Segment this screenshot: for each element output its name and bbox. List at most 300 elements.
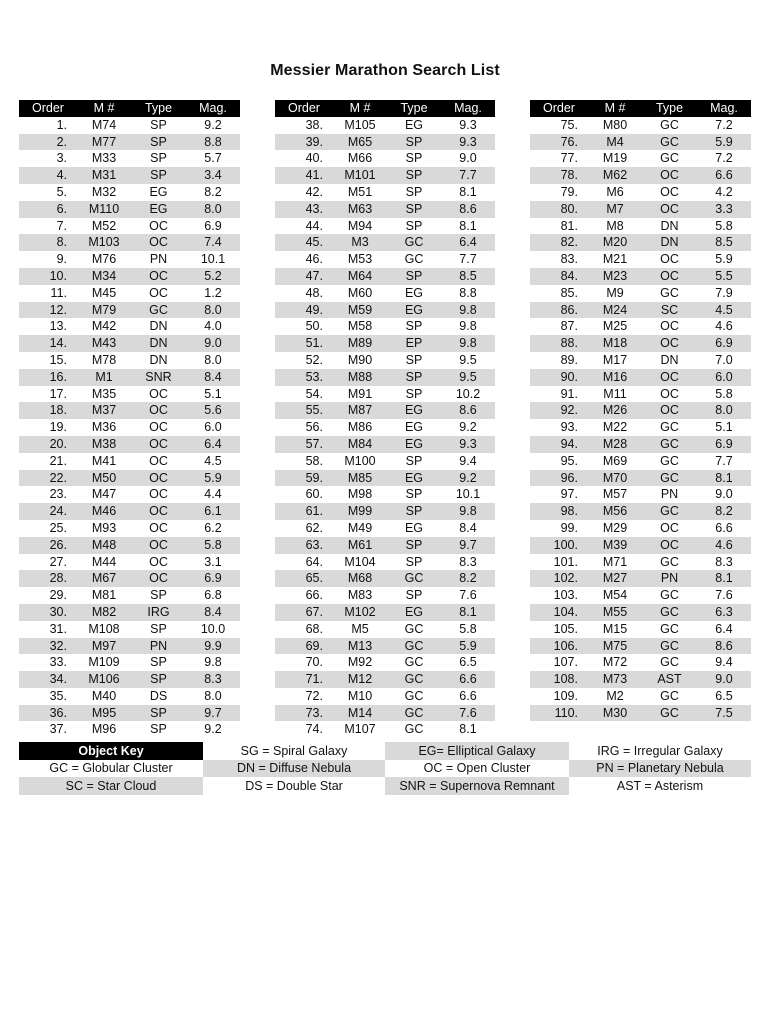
cell-magnitude: 8.5 — [697, 234, 751, 251]
cell-order: 23. — [19, 486, 77, 503]
table-row — [530, 587, 751, 604]
cell-magnitude: 6.5 — [441, 654, 495, 671]
table-row — [530, 470, 751, 487]
cell-magnitude: 6.2 — [186, 520, 240, 537]
cell-type: SNR — [131, 369, 186, 386]
cell-magnitude: 6.3 — [697, 604, 751, 621]
cell-type: DN — [131, 335, 186, 352]
table-row — [275, 369, 495, 386]
cell-magnitude: 8.0 — [697, 402, 751, 419]
table-row — [19, 134, 240, 151]
table-row — [275, 285, 495, 302]
object-key-table — [19, 742, 751, 795]
cell-magnitude: 8.3 — [186, 671, 240, 688]
table-row — [275, 570, 495, 587]
cell-order: 105. — [530, 621, 588, 638]
cell-order: 28. — [19, 570, 77, 587]
table-row — [275, 251, 495, 268]
column-header-type: Type — [131, 100, 186, 117]
cell-m-number: M39 — [588, 537, 642, 554]
cell-order: 95. — [530, 453, 588, 470]
cell-magnitude: 4.6 — [697, 537, 751, 554]
cell-magnitude: 4.2 — [697, 184, 751, 201]
cell-type: GC — [387, 688, 441, 705]
cell-order: 46. — [275, 251, 333, 268]
cell-order: 63. — [275, 537, 333, 554]
cell-order: 8. — [19, 234, 77, 251]
cell-type: GC — [642, 470, 697, 487]
cell-m-number: M110 — [77, 201, 131, 218]
cell-order: 79. — [530, 184, 588, 201]
table-row — [275, 554, 495, 571]
cell-order: 36. — [19, 705, 77, 722]
cell-m-number: M93 — [77, 520, 131, 537]
cell-m-number: M36 — [77, 419, 131, 436]
cell-type: SP — [387, 318, 441, 335]
cell-magnitude: 8.1 — [441, 184, 495, 201]
table-row — [19, 352, 240, 369]
cell-type: GC — [387, 638, 441, 655]
cell-magnitude: 8.1 — [441, 721, 495, 738]
table-row — [530, 537, 751, 554]
table-row — [275, 587, 495, 604]
cell-m-number: M100 — [333, 453, 387, 470]
cell-type: OC — [642, 184, 697, 201]
cell-magnitude: 8.3 — [697, 554, 751, 571]
cell-magnitude: 6.5 — [697, 688, 751, 705]
cell-m-number: M9 — [588, 285, 642, 302]
cell-magnitude: 9.8 — [441, 318, 495, 335]
cell-type: OC — [642, 520, 697, 537]
cell-magnitude: 7.7 — [697, 453, 751, 470]
cell-order: 48. — [275, 285, 333, 302]
cell-type: OC — [642, 201, 697, 218]
cell-m-number: M19 — [588, 150, 642, 167]
table-row — [19, 150, 240, 167]
cell-m-number: M53 — [333, 251, 387, 268]
cell-order: 57. — [275, 436, 333, 453]
cell-magnitude: 6.6 — [441, 671, 495, 688]
cell-order: 31. — [19, 621, 77, 638]
cell-type: SP — [131, 167, 186, 184]
cell-type: OC — [131, 402, 186, 419]
cell-m-number: M73 — [588, 671, 642, 688]
cell-type: SP — [131, 117, 186, 134]
cell-order: 91. — [530, 386, 588, 403]
cell-order: 42. — [275, 184, 333, 201]
table-row — [19, 520, 240, 537]
cell-order: 14. — [19, 335, 77, 352]
cell-m-number: M57 — [588, 486, 642, 503]
cell-magnitude: 10.1 — [441, 486, 495, 503]
cell-magnitude: 6.1 — [186, 503, 240, 520]
table-row — [19, 554, 240, 571]
key-entry: OC = Open Cluster — [385, 760, 569, 778]
table-row — [530, 201, 751, 218]
table-row — [530, 184, 751, 201]
cell-type: GC — [642, 453, 697, 470]
cell-order: 77. — [530, 150, 588, 167]
cell-magnitude: 8.1 — [441, 604, 495, 621]
cell-order: 89. — [530, 352, 588, 369]
table-row — [275, 520, 495, 537]
cell-order: 49. — [275, 302, 333, 319]
cell-magnitude: 8.1 — [697, 470, 751, 487]
cell-magnitude: 5.5 — [697, 268, 751, 285]
cell-type: OC — [131, 537, 186, 554]
table-row — [19, 486, 240, 503]
cell-m-number: M102 — [333, 604, 387, 621]
cell-type: SC — [642, 302, 697, 319]
cell-magnitude: 9.3 — [441, 117, 495, 134]
cell-m-number: M85 — [333, 470, 387, 487]
cell-type: IRG — [131, 604, 186, 621]
object-key-heading: Object Key — [19, 742, 203, 760]
cell-magnitude: 8.0 — [186, 201, 240, 218]
cell-magnitude: 8.1 — [441, 218, 495, 235]
table-row — [530, 302, 751, 319]
cell-type: DS — [131, 688, 186, 705]
cell-order: 62. — [275, 520, 333, 537]
cell-order: 51. — [275, 335, 333, 352]
cell-m-number: M35 — [77, 386, 131, 403]
table-row — [275, 318, 495, 335]
cell-order: 29. — [19, 587, 77, 604]
cell-type: EG — [387, 604, 441, 621]
cell-magnitude: 8.8 — [441, 285, 495, 302]
table-row — [275, 688, 495, 705]
cell-magnitude: 5.8 — [441, 621, 495, 638]
table-row — [19, 285, 240, 302]
cell-order: 25. — [19, 520, 77, 537]
cell-type: OC — [642, 318, 697, 335]
cell-order: 10. — [19, 268, 77, 285]
cell-type: GC — [642, 419, 697, 436]
table-row — [275, 167, 495, 184]
cell-m-number: M79 — [77, 302, 131, 319]
cell-order: 20. — [19, 436, 77, 453]
cell-type: SP — [387, 587, 441, 604]
cell-order: 6. — [19, 201, 77, 218]
cell-type: PN — [642, 570, 697, 587]
cell-order: 80. — [530, 201, 588, 218]
cell-order: 2. — [19, 134, 77, 151]
cell-m-number: M10 — [333, 688, 387, 705]
cell-order: 45. — [275, 234, 333, 251]
cell-m-number: M44 — [77, 554, 131, 571]
cell-magnitude: 6.8 — [186, 587, 240, 604]
table-row — [530, 386, 751, 403]
cell-magnitude: 9.9 — [186, 638, 240, 655]
table-row — [530, 436, 751, 453]
cell-m-number: M95 — [77, 705, 131, 722]
cell-magnitude: 5.9 — [186, 470, 240, 487]
cell-magnitude: 6.0 — [186, 419, 240, 436]
cell-order: 18. — [19, 402, 77, 419]
table-row — [19, 419, 240, 436]
table-row — [530, 486, 751, 503]
cell-order: 84. — [530, 268, 588, 285]
cell-order: 47. — [275, 268, 333, 285]
cell-type: OC — [131, 218, 186, 235]
table-row — [530, 234, 751, 251]
cell-m-number: M46 — [77, 503, 131, 520]
table-row — [275, 453, 495, 470]
cell-magnitude: 9.8 — [441, 302, 495, 319]
cell-m-number: M72 — [588, 654, 642, 671]
cell-m-number: M33 — [77, 150, 131, 167]
cell-m-number: M28 — [588, 436, 642, 453]
table-row — [530, 520, 751, 537]
cell-order: 4. — [19, 167, 77, 184]
cell-magnitude: 9.3 — [441, 134, 495, 151]
cell-type: PN — [642, 486, 697, 503]
table-row — [530, 621, 751, 638]
cell-order: 37. — [19, 721, 77, 738]
cell-order: 83. — [530, 251, 588, 268]
cell-type: GC — [642, 621, 697, 638]
cell-magnitude: 6.9 — [186, 570, 240, 587]
cell-type: GC — [387, 721, 441, 738]
cell-order: 52. — [275, 352, 333, 369]
table-row — [19, 436, 240, 453]
cell-m-number: M43 — [77, 335, 131, 352]
cell-magnitude: 7.5 — [697, 705, 751, 722]
cell-type: PN — [131, 638, 186, 655]
cell-type: OC — [131, 386, 186, 403]
table-row — [275, 638, 495, 655]
column-header-m-number: M # — [588, 100, 642, 117]
cell-magnitude: 4.4 — [186, 486, 240, 503]
cell-m-number: M11 — [588, 386, 642, 403]
cell-magnitude: 9.7 — [441, 537, 495, 554]
table-header-row — [530, 100, 751, 117]
table-row — [19, 201, 240, 218]
cell-magnitude: 9.0 — [186, 335, 240, 352]
cell-magnitude: 3.1 — [186, 554, 240, 571]
cell-m-number: M54 — [588, 587, 642, 604]
cell-m-number: M58 — [333, 318, 387, 335]
table-row — [530, 150, 751, 167]
cell-type: OC — [642, 335, 697, 352]
cell-magnitude: 7.6 — [441, 705, 495, 722]
table-row — [275, 419, 495, 436]
cell-m-number: M65 — [333, 134, 387, 151]
cell-order: 106. — [530, 638, 588, 655]
cell-order: 12. — [19, 302, 77, 319]
cell-m-number: M1 — [77, 369, 131, 386]
cell-m-number: M70 — [588, 470, 642, 487]
cell-type: OC — [131, 520, 186, 537]
key-row — [19, 760, 751, 778]
cell-m-number: M2 — [588, 688, 642, 705]
cell-m-number: M83 — [333, 587, 387, 604]
table-row — [19, 604, 240, 621]
cell-m-number: M3 — [333, 234, 387, 251]
table-row — [530, 335, 751, 352]
cell-order: 53. — [275, 369, 333, 386]
cell-m-number: M98 — [333, 486, 387, 503]
table-row — [530, 285, 751, 302]
table-row — [275, 604, 495, 621]
table-row — [19, 318, 240, 335]
cell-type: EG — [387, 520, 441, 537]
cell-m-number: M20 — [588, 234, 642, 251]
table-row — [275, 537, 495, 554]
cell-type: GC — [642, 638, 697, 655]
key-row — [19, 742, 751, 760]
key-entry: IRG = Irregular Galaxy — [569, 742, 751, 760]
cell-type: OC — [131, 419, 186, 436]
cell-type: GC — [642, 285, 697, 302]
cell-order: 71. — [275, 671, 333, 688]
cell-m-number: M24 — [588, 302, 642, 319]
cell-type: SP — [387, 352, 441, 369]
table-row — [530, 218, 751, 235]
cell-m-number: M77 — [77, 134, 131, 151]
table-row — [530, 352, 751, 369]
table-row — [275, 705, 495, 722]
table-header-row — [19, 100, 240, 117]
cell-type: GC — [642, 117, 697, 134]
cell-order: 24. — [19, 503, 77, 520]
cell-type: OC — [642, 251, 697, 268]
cell-type: SP — [131, 705, 186, 722]
table-row — [19, 335, 240, 352]
cell-order: 65. — [275, 570, 333, 587]
table-row — [530, 453, 751, 470]
cell-order: 27. — [19, 554, 77, 571]
table-row — [275, 470, 495, 487]
cell-m-number: M69 — [588, 453, 642, 470]
table-row — [275, 234, 495, 251]
cell-type: EP — [387, 335, 441, 352]
table-row — [530, 318, 751, 335]
table-row — [530, 117, 751, 134]
cell-type: GC — [387, 234, 441, 251]
cell-magnitude: 8.0 — [186, 688, 240, 705]
cell-order: 17. — [19, 386, 77, 403]
cell-type: SP — [131, 621, 186, 638]
cell-magnitude: 8.1 — [697, 570, 751, 587]
table-row — [19, 537, 240, 554]
cell-m-number: M21 — [588, 251, 642, 268]
cell-order: 55. — [275, 402, 333, 419]
cell-magnitude: 9.0 — [697, 486, 751, 503]
cell-order: 21. — [19, 453, 77, 470]
cell-m-number: M99 — [333, 503, 387, 520]
cell-type: EG — [387, 117, 441, 134]
table-row — [530, 570, 751, 587]
column-header-magnitude: Mag. — [186, 100, 240, 117]
table-row — [275, 721, 495, 738]
page-title: Messier Marathon Search List — [270, 62, 500, 79]
cell-type: GC — [642, 654, 697, 671]
cell-order: 76. — [530, 134, 588, 151]
cell-type: OC — [642, 402, 697, 419]
cell-magnitude: 5.9 — [697, 251, 751, 268]
cell-type: SP — [131, 671, 186, 688]
cell-order: 64. — [275, 554, 333, 571]
cell-order: 44. — [275, 218, 333, 235]
cell-magnitude: 8.0 — [186, 302, 240, 319]
cell-magnitude: 7.9 — [697, 285, 751, 302]
table-row — [275, 436, 495, 453]
table-row — [19, 621, 240, 638]
cell-type: EG — [387, 402, 441, 419]
cell-magnitude: 7.7 — [441, 167, 495, 184]
cell-order: 26. — [19, 537, 77, 554]
cell-magnitude: 7.6 — [441, 587, 495, 604]
key-entry: PN = Planetary Nebula — [569, 760, 751, 778]
cell-magnitude: 9.5 — [441, 352, 495, 369]
cell-m-number: M61 — [333, 537, 387, 554]
cell-m-number: M94 — [333, 218, 387, 235]
cell-m-number: M78 — [77, 352, 131, 369]
cell-order: 75. — [530, 117, 588, 134]
cell-type: GC — [387, 671, 441, 688]
cell-order: 16. — [19, 369, 77, 386]
cell-magnitude: 7.7 — [441, 251, 495, 268]
cell-type: OC — [131, 285, 186, 302]
cell-magnitude: 5.6 — [186, 402, 240, 419]
table-row — [19, 184, 240, 201]
table-row — [530, 268, 751, 285]
key-entry: GC = Globular Cluster — [19, 760, 203, 778]
cell-order: 68. — [275, 621, 333, 638]
table-row — [275, 335, 495, 352]
cell-type: OC — [131, 554, 186, 571]
cell-type: OC — [131, 268, 186, 285]
column-header-magnitude: Mag. — [697, 100, 751, 117]
cell-type: SP — [387, 486, 441, 503]
cell-type: PN — [131, 251, 186, 268]
cell-order: 34. — [19, 671, 77, 688]
cell-type: SP — [131, 134, 186, 151]
cell-type: OC — [131, 486, 186, 503]
cell-m-number: M40 — [77, 688, 131, 705]
key-entry: EG= Elliptical Galaxy — [385, 742, 569, 760]
table-row — [530, 688, 751, 705]
table-row — [275, 352, 495, 369]
cell-type: EG — [131, 184, 186, 201]
cell-m-number: M84 — [333, 436, 387, 453]
table-row — [275, 134, 495, 151]
cell-magnitude: 9.0 — [441, 150, 495, 167]
cell-order: 58. — [275, 453, 333, 470]
cell-type: SP — [387, 134, 441, 151]
cell-m-number: M8 — [588, 218, 642, 235]
cell-magnitude: 8.2 — [697, 503, 751, 520]
cell-type: GC — [387, 654, 441, 671]
cell-order: 101. — [530, 554, 588, 571]
cell-type: DN — [131, 318, 186, 335]
cell-magnitude: 1.2 — [186, 285, 240, 302]
cell-m-number: M25 — [588, 318, 642, 335]
cell-type: GC — [642, 436, 697, 453]
cell-order: 92. — [530, 402, 588, 419]
table-row — [275, 621, 495, 638]
cell-magnitude: 6.4 — [186, 436, 240, 453]
cell-order: 33. — [19, 654, 77, 671]
table-row — [530, 402, 751, 419]
cell-type: OC — [642, 537, 697, 554]
cell-magnitude: 7.4 — [186, 234, 240, 251]
cell-magnitude: 9.3 — [441, 436, 495, 453]
key-entry: DS = Double Star — [203, 777, 385, 795]
cell-m-number: M34 — [77, 268, 131, 285]
cell-order: 100. — [530, 537, 588, 554]
